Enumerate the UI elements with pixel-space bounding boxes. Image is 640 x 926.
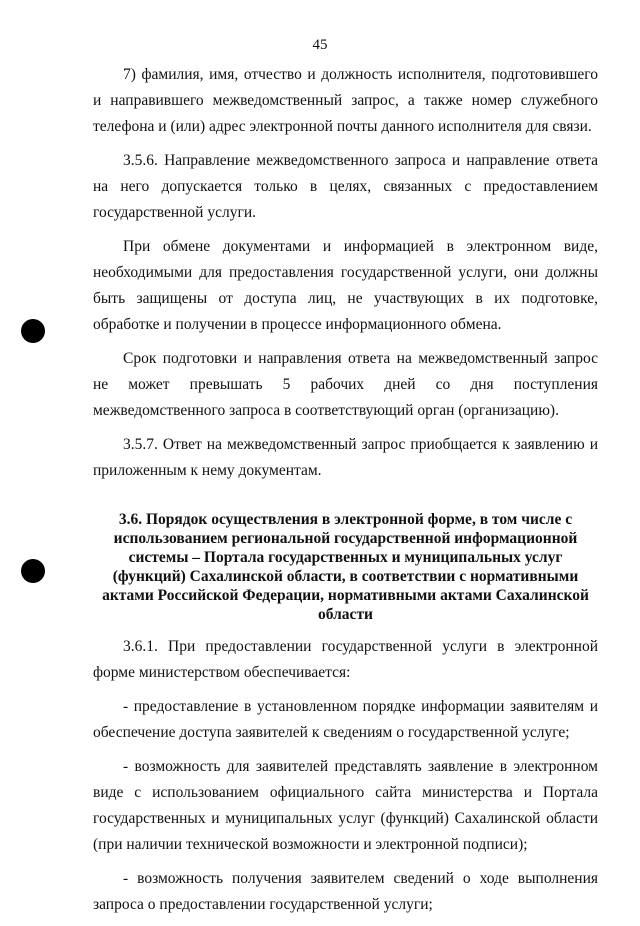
- punch-hole-mark: [21, 559, 45, 583]
- punch-hole-mark: [21, 319, 45, 343]
- paragraph-data-protection: При обмене документами и информацией в электронном виде, необходимыми для предоставления государственной услуги, они должны быть защищены от доступа лиц, не участвующих в их подготовке, обработке и получении в процессе информационного обмена.: [93, 238, 598, 333]
- document-body: [93, 62, 598, 926]
- list-item-request-status: - возможность получения заявителем сведений о ходе выполнения запроса о предоставлении государственной услуги;: [93, 870, 598, 913]
- list-item-information: - предоставление в установленном порядке информации заявителям и обеспечение доступа заявителей к сведениям о государственной услуге;: [93, 698, 598, 741]
- paragraph-3-5-7: 3.5.7. Ответ на межведомственный запрос приобщается к заявлению и приложенным к нему документам.: [93, 436, 598, 479]
- paragraph-executor-details: 7) фамилия, имя, отчество и должность исполнителя, подготовившего и направившего межведомственный запрос, а также номер служебного телефона и (или) адрес электронной почты данного исполнителя для связи.: [93, 66, 598, 135]
- paragraph-3-6-1: 3.6.1. При предоставлении государственной услуги в электронной форме министерством обеспечивается:: [93, 638, 598, 681]
- paragraph-3-5-6: 3.5.6. Направление межведомственного запроса и направление ответа на него допускается только в целях, связанных с предоставлением государственной услуги.: [93, 152, 598, 221]
- page-number: 45: [312, 37, 328, 53]
- paragraph-response-deadline: Срок подготовки и направления ответа на межведомственный запрос не может превышать 5 рабочих дней со дня поступления межведомственного запроса в соответствующий орган (организацию).: [93, 350, 598, 419]
- list-item-electronic-application: - возможность для заявителей представлять заявление в электронном виде с использованием официального сайта министерства и Портала государственных и муниципальных услуг (функций) Сахалинской области (при наличии технической возможности и электронной подписи);: [93, 758, 598, 853]
- section-heading-3-6: 3.6. Порядок осуществления в электронной форме, в том числе с использованием региональной государственной информационной системы – Портала государственных и муниципальных услуг (функций) Сахалинской области, в соответствии с нормативными актами Российской Федерации, нормативными актами Сахалинской области: [102, 511, 589, 623]
